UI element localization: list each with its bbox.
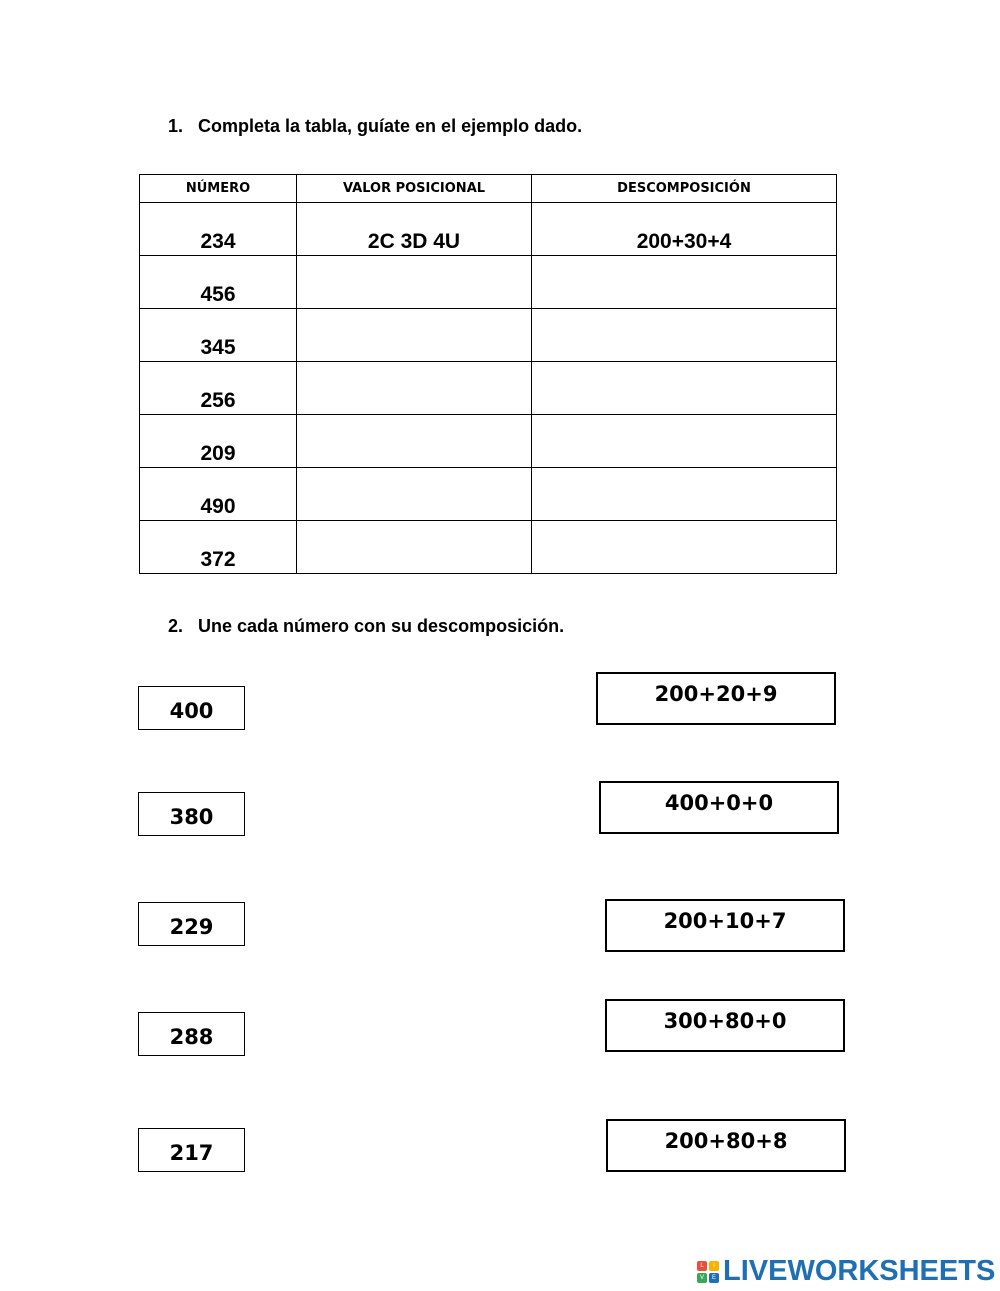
match-number-box[interactable]: 229 bbox=[138, 902, 245, 946]
match-decomposition-box[interactable]: 300+80+0 bbox=[605, 999, 845, 1052]
cell-valor-posicional-input[interactable] bbox=[297, 415, 532, 468]
header-numero: NÚMERO bbox=[140, 175, 297, 203]
cell-valor-posicional-input[interactable] bbox=[297, 309, 532, 362]
liveworksheets-logo-icon bbox=[697, 1261, 719, 1283]
table-row bbox=[140, 468, 837, 521]
cell-descomposicion: 200+30+4 bbox=[532, 203, 837, 256]
logo-mark-tile: V bbox=[697, 1273, 707, 1283]
match-number-box[interactable]: 217 bbox=[138, 1128, 245, 1172]
cell-numero: 372 bbox=[140, 521, 297, 574]
question-1-number: 1. bbox=[168, 116, 184, 136]
cell-valor-posicional-input[interactable] bbox=[297, 521, 532, 574]
liveworksheets-logo bbox=[697, 1255, 995, 1288]
cell-descomposicion-input[interactable] bbox=[532, 521, 837, 574]
logo-mark-tile: I bbox=[709, 1261, 719, 1271]
cell-descomposicion-input[interactable] bbox=[532, 362, 837, 415]
cell-numero: 256 bbox=[140, 362, 297, 415]
cell-valor-posicional-input[interactable] bbox=[297, 256, 532, 309]
cell-descomposicion-input[interactable] bbox=[532, 468, 837, 521]
cell-valor-posicional-input[interactable] bbox=[297, 362, 532, 415]
match-decomposition-box[interactable]: 200+80+8 bbox=[606, 1119, 846, 1172]
cell-numero: 209 bbox=[140, 415, 297, 468]
cell-numero: 490 bbox=[140, 468, 297, 521]
cell-descomposicion-input[interactable] bbox=[532, 309, 837, 362]
match-decomposition-box[interactable]: 200+10+7 bbox=[605, 899, 845, 952]
cell-numero: 345 bbox=[140, 309, 297, 362]
question-1-instruction: Completa la tabla, guíate en el ejemplo dado. bbox=[198, 116, 583, 136]
table-row bbox=[140, 362, 837, 415]
table-row bbox=[140, 309, 837, 362]
question-2-number: 2. bbox=[168, 616, 184, 636]
match-number-box[interactable]: 288 bbox=[138, 1012, 245, 1056]
cell-descomposicion-input[interactable] bbox=[532, 256, 837, 309]
cell-descomposicion-input[interactable] bbox=[532, 415, 837, 468]
table-row bbox=[140, 415, 837, 468]
question-2-instruction: Une cada número con su descomposición. bbox=[198, 616, 565, 636]
cell-valor-posicional: 2C 3D 4U bbox=[297, 203, 532, 256]
match-decomposition-box[interactable]: 200+20+9 bbox=[596, 672, 836, 725]
place-value-table bbox=[139, 174, 837, 574]
logo-mark-tile: L bbox=[697, 1261, 707, 1271]
cell-numero: 234 bbox=[140, 203, 297, 256]
match-number-box[interactable]: 380 bbox=[138, 792, 245, 836]
table-row bbox=[140, 256, 837, 309]
header-descomposicion: DESCOMPOSICIÓN bbox=[532, 175, 837, 203]
cell-numero: 456 bbox=[140, 256, 297, 309]
question-2-title bbox=[168, 616, 564, 637]
cell-valor-posicional-input[interactable] bbox=[297, 468, 532, 521]
header-valor-posicional: VALOR POSICIONAL bbox=[297, 175, 532, 203]
question-1-title bbox=[168, 116, 582, 137]
table-row bbox=[140, 521, 837, 574]
table-row bbox=[140, 203, 837, 256]
logo-text: LIVEWORKSHEETS bbox=[723, 1255, 996, 1287]
match-decomposition-box[interactable]: 400+0+0 bbox=[599, 781, 839, 834]
table-header-row bbox=[140, 175, 837, 203]
logo-mark-tile: E bbox=[709, 1273, 719, 1283]
match-number-box[interactable]: 400 bbox=[138, 686, 245, 730]
